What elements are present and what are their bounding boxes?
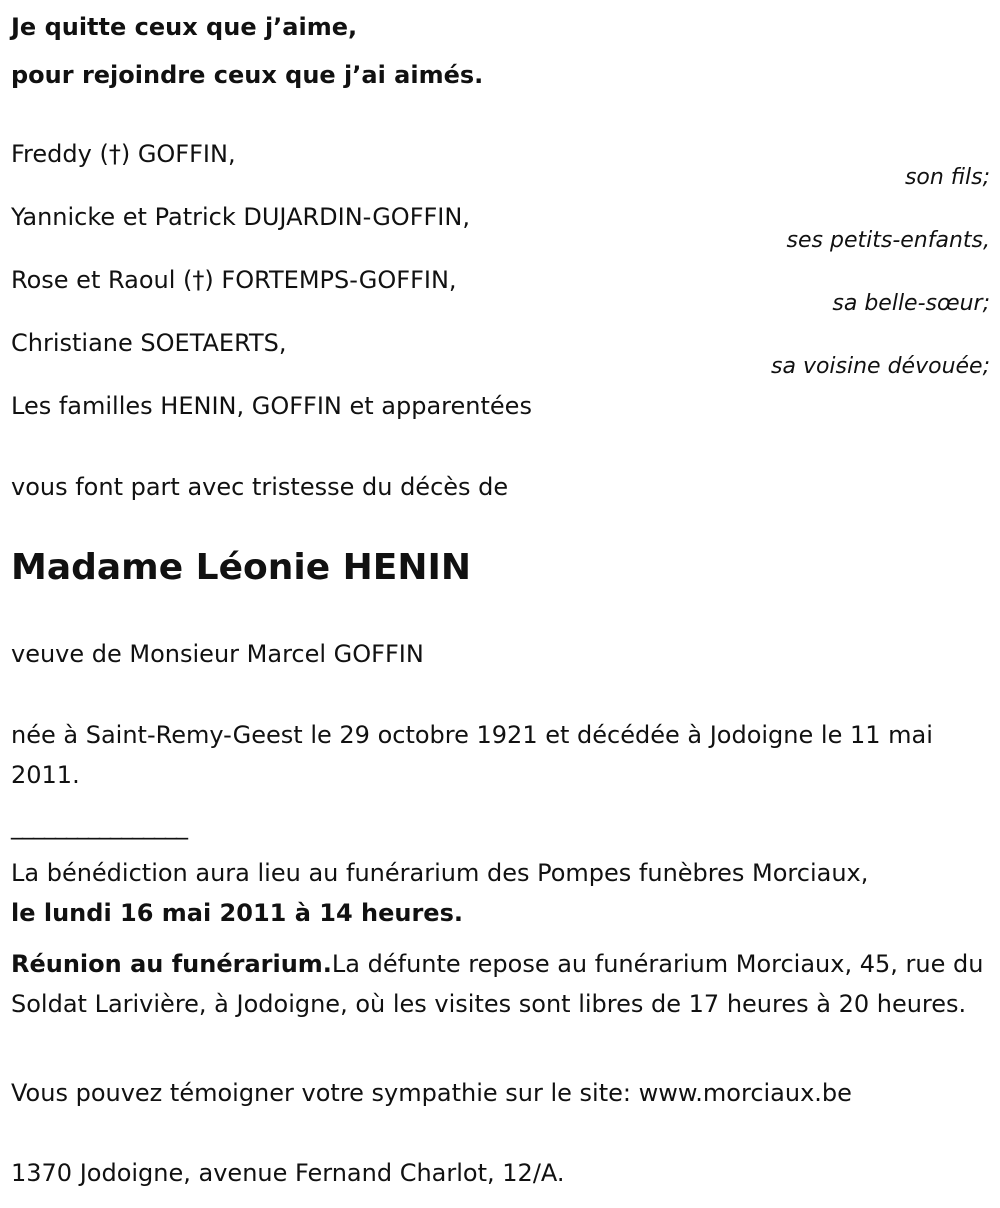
family-member-relation: son fils;	[904, 165, 990, 190]
gathering-paragraph	[11, 944, 986, 1024]
family-member-relation: sa voisine dévouée;	[771, 354, 990, 379]
separator-line: ________________	[11, 812, 187, 840]
epitaph-line-2: pour rejoindre ceux que j’ai aimés.	[11, 61, 484, 89]
ceremony-text: La bénédiction aura lieu au funérarium des Pompes funèbres Morciaux,	[11, 859, 869, 887]
epitaph-line-1: Je quitte ceux que j’aime,	[11, 13, 358, 41]
family-member-name: Rose et Raoul (†) FORTEMPS-GOFFIN,	[11, 266, 457, 294]
birth-death-text: née à Saint-Remy-Geest le 29 octobre 1921 et décédée à Jodoigne le 11 mai 2011.	[11, 721, 933, 789]
sympathy-text: Vous pouvez témoigner votre sympathie sur le site: www.morciaux.be	[11, 1079, 852, 1107]
family-member-name: Les familles HENIN, GOFFIN et apparentées	[11, 392, 532, 420]
family-member-relation: ses petits-enfants,	[786, 228, 990, 253]
family-member-name: Christiane SOETAERTS,	[11, 329, 287, 357]
family-member-name: Freddy (†) GOFFIN,	[11, 140, 236, 168]
gathering-lead: Réunion au funérarium.	[11, 950, 332, 978]
announcement-text: vous font part avec tristesse du décès de	[11, 473, 509, 501]
address-text: 1370 Jodoigne, avenue Fernand Charlot, 12/A.	[11, 1159, 565, 1187]
ceremony-datetime: le lundi 16 mai 2011 à 14 heures.	[11, 899, 463, 927]
widow-of-text: veuve de Monsieur Marcel GOFFIN	[11, 640, 424, 668]
family-member-relation: sa belle-sœur;	[832, 291, 990, 316]
gathering-text: La défunte repose au funérarium Morciaux, 45, rue du Soldat Larivière, à Jodoigne, où les visites sont libres de 17 heures à 20 heures.	[11, 950, 984, 1018]
deceased-name: Madame Léonie HENIN	[11, 547, 472, 588]
family-member-name: Yannicke et Patrick DUJARDIN-GOFFIN,	[11, 203, 470, 231]
